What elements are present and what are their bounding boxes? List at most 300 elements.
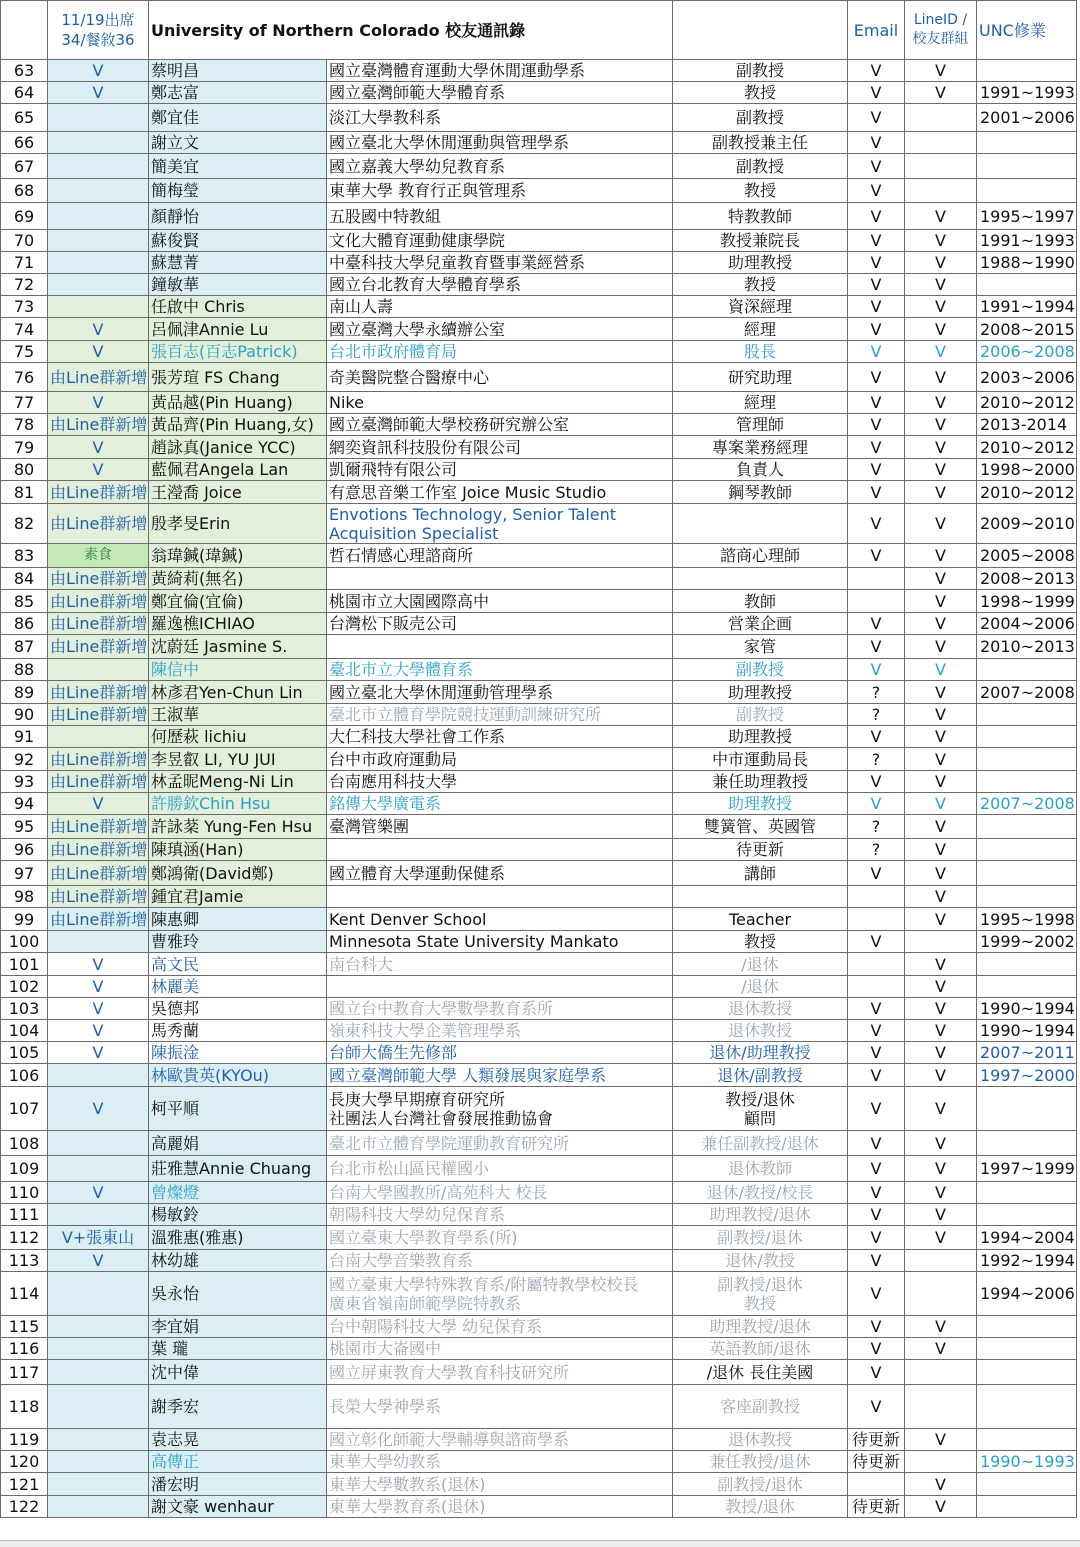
email-mark: ? <box>848 815 905 839</box>
position-line: 資深經理 <box>727 297 792 316</box>
email-mark: V <box>848 230 905 252</box>
email-mark: V <box>848 1087 905 1131</box>
row-number: 78 <box>1 414 48 436</box>
email-mark: 待更新 <box>848 1451 905 1473</box>
name-cell: 潘宏明 <box>149 1473 327 1496</box>
email-mark: V <box>848 1156 905 1182</box>
organization-line: 台中朝陽科技大學 幼兒保育系 <box>329 1317 543 1336</box>
email-mark: V <box>848 504 905 544</box>
table-row <box>1 568 1077 590</box>
name-cell: 謝季宏 <box>149 1385 327 1429</box>
position-line: 諮商心理師 <box>719 546 800 565</box>
organization-cell <box>327 659 673 681</box>
position-cell <box>673 1064 848 1087</box>
position-cell <box>673 414 848 436</box>
organization-cell <box>327 886 673 908</box>
email-mark: V <box>848 104 905 132</box>
position-line: 講師 <box>743 863 776 883</box>
row-number: 110 <box>1 1182 48 1204</box>
table-row <box>1 252 1077 274</box>
attendance-cell: 由Line群新增 <box>48 704 149 726</box>
unc-years: 1997~1999 <box>977 1156 1077 1182</box>
table-row <box>1 1385 1077 1429</box>
email-mark: V <box>848 363 905 392</box>
organization-line: 凱爾飛特有限公司 <box>329 460 458 479</box>
organization-line: 台師大僑生先修部 <box>329 1043 458 1062</box>
unc-years <box>977 1182 1077 1204</box>
position-line: 家管 <box>743 637 776 656</box>
lineid-mark: V <box>905 1182 977 1204</box>
lineid-mark: V <box>905 363 977 392</box>
organization-cell <box>327 861 673 886</box>
position-line: 営業企画 <box>727 614 792 633</box>
name-cell: 吳德邦 <box>149 998 327 1020</box>
organization-line: 朝陽科技大學幼兒保育系 <box>329 1205 506 1224</box>
organization-line: 臺北市立體育學院競技運動訓練研究所 <box>329 705 602 724</box>
position-line: 副教授 <box>735 61 784 80</box>
attendance-cell: 由Line群新增 <box>48 590 149 613</box>
name-cell: 鄭鴻衛(David鄭) <box>149 861 327 886</box>
organization-cell <box>327 1204 673 1226</box>
table-row <box>1 104 1077 132</box>
email-mark <box>848 976 905 998</box>
organization-cell <box>327 203 673 230</box>
unc-years: 1998~1999 <box>977 590 1077 613</box>
email-mark: 待更新 <box>848 1429 905 1451</box>
name-cell: 藍佩君Angela Lan <box>149 459 327 481</box>
organization-line: 東華大學 教育行正與管理系 <box>329 181 527 200</box>
name-cell: 王淑華 <box>149 704 327 726</box>
attendance-cell: V <box>48 341 149 363</box>
email-mark <box>848 568 905 590</box>
attendance-cell <box>48 1429 149 1451</box>
organization-line: 東華大學教育系(退休) <box>329 1497 486 1516</box>
organization-line: 台南大學國教所/高苑科大 校長 <box>329 1183 548 1202</box>
row-number: 107 <box>1 1087 48 1131</box>
table-row <box>1 1429 1077 1451</box>
row-number: 99 <box>1 908 48 931</box>
lineid-mark: V <box>905 704 977 726</box>
lineid-mark: V <box>905 568 977 590</box>
table-row <box>1 1131 1077 1156</box>
row-number: 65 <box>1 104 48 132</box>
position-cell <box>673 296 848 318</box>
organization-line: 台南應用科技大學 <box>329 772 458 791</box>
position-line: 退休教授 <box>727 1021 792 1040</box>
unc-years <box>977 953 1077 976</box>
organization-cell <box>327 931 673 953</box>
email-mark: V <box>848 179 905 203</box>
organization-line: 嶺東科技大學企業管理學系 <box>329 1021 522 1040</box>
table-row <box>1 203 1077 230</box>
organization-line: 東華大學幼教系 <box>329 1452 442 1471</box>
organization-line: 南山人壽 <box>329 297 394 316</box>
position-line: 助理教授 <box>727 794 792 813</box>
unc-years <box>977 154 1077 179</box>
organization-line: 國立臺北大學休閒運動與管理學系 <box>329 133 570 152</box>
email-mark: V <box>848 726 905 748</box>
email-mark: ? <box>848 748 905 771</box>
position-line: 負責人 <box>735 460 784 479</box>
name-cell: 林麗美 <box>149 976 327 998</box>
position-cell <box>673 1226 848 1250</box>
lineid-mark: V <box>905 459 977 481</box>
position-cell <box>673 1182 848 1204</box>
position-cell <box>673 726 848 748</box>
row-number: 111 <box>1 1204 48 1226</box>
lineid-mark: V <box>905 976 977 998</box>
attendance-cell: V <box>48 82 149 104</box>
email-mark: V <box>848 318 905 341</box>
position-cell <box>673 274 848 296</box>
position-cell <box>673 1338 848 1360</box>
organization-line: 台南大學音樂教育系 <box>329 1251 474 1270</box>
organization-line: 東華大學數教系(退休) <box>329 1474 486 1494</box>
position-line: 顧問 <box>743 1108 776 1128</box>
lineid-mark: V <box>905 296 977 318</box>
name-cell: 鄭宜倫(宜倫) <box>149 590 327 613</box>
organization-line: 中臺科技大學兒童教育暨事業經營系 <box>329 253 586 272</box>
row-number: 116 <box>1 1338 48 1360</box>
attendance-cell: V <box>48 998 149 1020</box>
unc-years: 1988~1990 <box>977 252 1077 274</box>
name-cell: 蔡明昌 <box>149 60 327 82</box>
name-cell: 殷孝旻Erin <box>149 504 327 544</box>
table-row <box>1 613 1077 635</box>
row-number: 86 <box>1 613 48 635</box>
name-cell: 鄭志富 <box>149 82 327 104</box>
email-mark: V <box>848 341 905 363</box>
unc-years: 2010~2012 <box>977 481 1077 504</box>
organization-cell <box>327 1064 673 1087</box>
lineid-mark <box>905 931 977 953</box>
position-line: 副教授兼主任 <box>711 133 808 152</box>
organization-cell <box>327 1087 673 1131</box>
organization-line: 臺灣管樂團 <box>329 817 410 836</box>
organization-cell <box>327 544 673 568</box>
lineid-mark: V <box>905 481 977 504</box>
organization-line: 桃園市大崙國中 <box>329 1339 442 1358</box>
table-row <box>1 179 1077 203</box>
row-number: 103 <box>1 998 48 1020</box>
attendance-cell: 由Line群新增 <box>48 481 149 504</box>
organization-line: Nike <box>329 393 364 412</box>
attendance-cell: V <box>48 976 149 998</box>
email-mark: V <box>848 1204 905 1226</box>
email-mark: V <box>848 1250 905 1272</box>
email-mark <box>848 1473 905 1496</box>
header-position <box>673 1 848 60</box>
attendance-cell: V <box>48 318 149 341</box>
email-mark: V <box>848 861 905 886</box>
position-cell <box>673 363 848 392</box>
position-line: /退休 長住美國 <box>706 1362 814 1382</box>
name-cell: 陳瑱涵(Han) <box>149 839 327 861</box>
position-cell <box>673 1156 848 1182</box>
row-number: 69 <box>1 203 48 230</box>
lineid-mark <box>905 1360 977 1385</box>
header-unc: UNC修業 <box>977 1 1077 60</box>
table-row <box>1 815 1077 839</box>
unc-years: 2003~2006 <box>977 363 1077 392</box>
name-cell: 鄭宜佳 <box>149 104 327 132</box>
organization-line: 國立臺灣師範大學校務研究辦公室 <box>329 415 570 434</box>
attendance-cell: 由Line群新增 <box>48 504 149 544</box>
organization-cell <box>327 1272 673 1316</box>
organization-cell <box>327 154 673 179</box>
table-row <box>1 1496 1077 1518</box>
organization-line: 哲石情感心理諮商所 <box>329 546 474 565</box>
attendance-cell <box>48 179 149 203</box>
lineid-mark <box>905 154 977 179</box>
name-cell: 陳惠卿 <box>149 908 327 931</box>
organization-cell <box>327 1496 673 1518</box>
unc-years <box>977 748 1077 771</box>
position-line: 教授/退休 <box>725 1089 795 1109</box>
organization-line: 國立屏東教育大學教育科技研究所 <box>329 1362 570 1382</box>
unc-years: 2007~2011 <box>977 1042 1077 1064</box>
table-row <box>1 1204 1077 1226</box>
name-cell: 楊敏鈴 <box>149 1204 327 1226</box>
position-cell <box>673 1473 848 1496</box>
position-cell <box>673 613 848 635</box>
position-line: 教授兼院長 <box>719 231 800 250</box>
attendance-cell <box>48 1451 149 1473</box>
organization-cell <box>327 771 673 793</box>
unc-years: 1994~2006 <box>977 1272 1077 1316</box>
email-mark: V <box>848 60 905 82</box>
attendance-cell: 由Line群新增 <box>48 771 149 793</box>
email-mark: V <box>848 998 905 1020</box>
table-row <box>1 414 1077 436</box>
lineid-mark <box>905 1451 977 1473</box>
organization-line: 五股國中特教組 <box>329 206 442 226</box>
header-row <box>1 1 1077 60</box>
unc-years: 1991~1993 <box>977 82 1077 104</box>
organization-cell <box>327 296 673 318</box>
position-line: 副教授 <box>735 156 784 176</box>
position-line: 經理 <box>743 319 776 339</box>
organization-cell <box>327 681 673 704</box>
name-cell: 高麗娟 <box>149 1131 327 1156</box>
row-number: 82 <box>1 504 48 544</box>
email-mark: ? <box>848 681 905 704</box>
attendance-cell: V <box>48 459 149 481</box>
position-line: 退休/助理教授 <box>709 1043 811 1062</box>
table-row <box>1 154 1077 179</box>
row-number: 76 <box>1 363 48 392</box>
organization-line: 國立台北教育大學體育學系 <box>329 275 522 294</box>
position-cell <box>673 793 848 815</box>
attendance-cell: V <box>48 1020 149 1042</box>
attendance-cell: 由Line群新增 <box>48 681 149 704</box>
table-row <box>1 1020 1077 1042</box>
email-mark: V <box>848 613 905 635</box>
position-line: 教授 <box>743 83 776 102</box>
table-row <box>1 1316 1077 1338</box>
organization-cell <box>327 459 673 481</box>
unc-years: 2010~2012 <box>977 392 1077 414</box>
table-row <box>1 681 1077 704</box>
row-number: 74 <box>1 318 48 341</box>
table-row <box>1 1338 1077 1360</box>
table-row <box>1 1360 1077 1385</box>
attendance-cell: 由Line群新增 <box>48 568 149 590</box>
unc-years: 1990~1994 <box>977 1020 1077 1042</box>
position-cell <box>673 459 848 481</box>
unc-years <box>977 1473 1077 1496</box>
name-cell: 林幼雄 <box>149 1250 327 1272</box>
unc-years: 1997~2000 <box>977 1064 1077 1087</box>
unc-years <box>977 1385 1077 1429</box>
position-line: 經理 <box>743 393 776 412</box>
table-row <box>1 793 1077 815</box>
name-cell: 袁志晃 <box>149 1429 327 1451</box>
lineid-mark <box>905 132 977 154</box>
row-number: 122 <box>1 1496 48 1518</box>
position-line: 退休/教授 <box>725 1251 795 1270</box>
position-cell <box>673 504 848 544</box>
row-number: 117 <box>1 1360 48 1385</box>
unc-years: 1998~2000 <box>977 459 1077 481</box>
email-mark: 待更新 <box>848 1496 905 1518</box>
name-cell: 柯平順 <box>149 1087 327 1131</box>
row-number: 94 <box>1 793 48 815</box>
name-cell: 馬秀蘭 <box>149 1020 327 1042</box>
position-cell <box>673 1131 848 1156</box>
unc-years: 1990~1993 <box>977 1451 1077 1473</box>
email-mark: V <box>848 1360 905 1385</box>
position-cell <box>673 704 848 726</box>
lineid-mark <box>905 1250 977 1272</box>
unc-years <box>977 179 1077 203</box>
organization-cell <box>327 815 673 839</box>
row-number: 97 <box>1 861 48 886</box>
lineid-mark: V <box>905 252 977 274</box>
position-line: 雙簧管、英國管 <box>703 817 816 836</box>
organization-line: 社團法人台灣社會發展推動協會 <box>329 1108 554 1128</box>
organization-cell <box>327 590 673 613</box>
name-cell: 黃品齊(Pin Huang,女) <box>149 414 327 436</box>
attendance-cell: V <box>48 1182 149 1204</box>
position-cell <box>673 1360 848 1385</box>
email-mark: V <box>848 1272 905 1316</box>
organization-cell <box>327 568 673 590</box>
name-cell: 曾燦燈 <box>149 1182 327 1204</box>
position-line: 助理教授 <box>727 682 792 702</box>
email-mark: V <box>848 274 905 296</box>
name-cell: 莊雅慧Annie Chuang <box>149 1156 327 1182</box>
row-number: 118 <box>1 1385 48 1429</box>
email-mark <box>848 886 905 908</box>
attendance-cell: 由Line群新增 <box>48 748 149 771</box>
organization-line: 國立臺東大學教育學系(所) <box>329 1228 518 1247</box>
lineid-mark: V <box>905 635 977 659</box>
table-row <box>1 1182 1077 1204</box>
organization-cell <box>327 436 673 459</box>
row-number: 88 <box>1 659 48 681</box>
attendance-cell: 由Line群新增 <box>48 815 149 839</box>
email-mark: V <box>848 392 905 414</box>
row-number: 66 <box>1 132 48 154</box>
table-row <box>1 861 1077 886</box>
lineid-mark <box>905 1385 977 1429</box>
attendance-cell <box>48 154 149 179</box>
organization-line: 臺北市立體育學院運動教育研究所 <box>329 1133 570 1153</box>
attendance-cell <box>48 1496 149 1518</box>
header-corner <box>1 1 48 60</box>
position-cell <box>673 1316 848 1338</box>
email-mark: V <box>848 459 905 481</box>
position-cell <box>673 953 848 976</box>
organization-cell <box>327 392 673 414</box>
name-cell: 沈中偉 <box>149 1360 327 1385</box>
organization-line: 銘傳大學廣電系 <box>329 794 442 813</box>
email-mark: V <box>848 635 905 659</box>
row-number: 84 <box>1 568 48 590</box>
email-mark: V <box>848 414 905 436</box>
unc-years <box>977 771 1077 793</box>
attendance-cell: V <box>48 1087 149 1131</box>
position-line: 專案業務經理 <box>711 437 808 457</box>
name-cell: 任啟中 Chris <box>149 296 327 318</box>
table-row <box>1 771 1077 793</box>
position-cell <box>673 815 848 839</box>
email-mark <box>848 590 905 613</box>
organization-cell <box>327 318 673 341</box>
lineid-mark: V <box>905 613 977 635</box>
attendance-cell: 由Line群新增 <box>48 886 149 908</box>
unc-years <box>977 839 1077 861</box>
unc-years: 2010~2012 <box>977 436 1077 459</box>
organization-line: 國立臺灣體育運動大學休閒運動學系 <box>329 61 586 80</box>
organization-cell <box>327 1338 673 1360</box>
position-line: 副教授 <box>735 705 784 724</box>
organization-line: 國立臺灣師範大學體育系 <box>329 83 506 102</box>
attendance-cell <box>48 1156 149 1182</box>
attendance-cell <box>48 203 149 230</box>
unc-years: 1995~1997 <box>977 203 1077 230</box>
attendance-cell <box>48 659 149 681</box>
table-row <box>1 635 1077 659</box>
organization-line: 南台科大 <box>329 954 394 974</box>
organization-line: Kent Denver School <box>329 909 487 929</box>
organization-cell <box>327 1156 673 1182</box>
row-number: 95 <box>1 815 48 839</box>
table-row <box>1 296 1077 318</box>
name-cell: 溫雅惠(雅惠) <box>149 1226 327 1250</box>
lineid-mark <box>905 104 977 132</box>
name-cell: 王瀅喬 Joice <box>149 481 327 504</box>
row-number: 98 <box>1 886 48 908</box>
organization-line: 奇美醫院整合醫療中心 <box>329 367 490 387</box>
organization-cell <box>327 1451 673 1473</box>
organization-cell <box>327 1316 673 1338</box>
row-number: 85 <box>1 590 48 613</box>
name-cell: 李昱叡 LI, YU JUI <box>149 748 327 771</box>
unc-years <box>977 704 1077 726</box>
position-cell <box>673 1272 848 1316</box>
name-cell: 簡美宜 <box>149 154 327 179</box>
position-line: 英語教師/退休 <box>709 1339 811 1358</box>
table-row <box>1 659 1077 681</box>
unc-years: 2008~2013 <box>977 568 1077 590</box>
position-cell <box>673 1451 848 1473</box>
name-cell: 顏靜怡 <box>149 203 327 230</box>
position-cell <box>673 341 848 363</box>
unc-years: 2007~2008 <box>977 681 1077 704</box>
organization-line: Minnesota State University Mankato <box>329 932 619 951</box>
